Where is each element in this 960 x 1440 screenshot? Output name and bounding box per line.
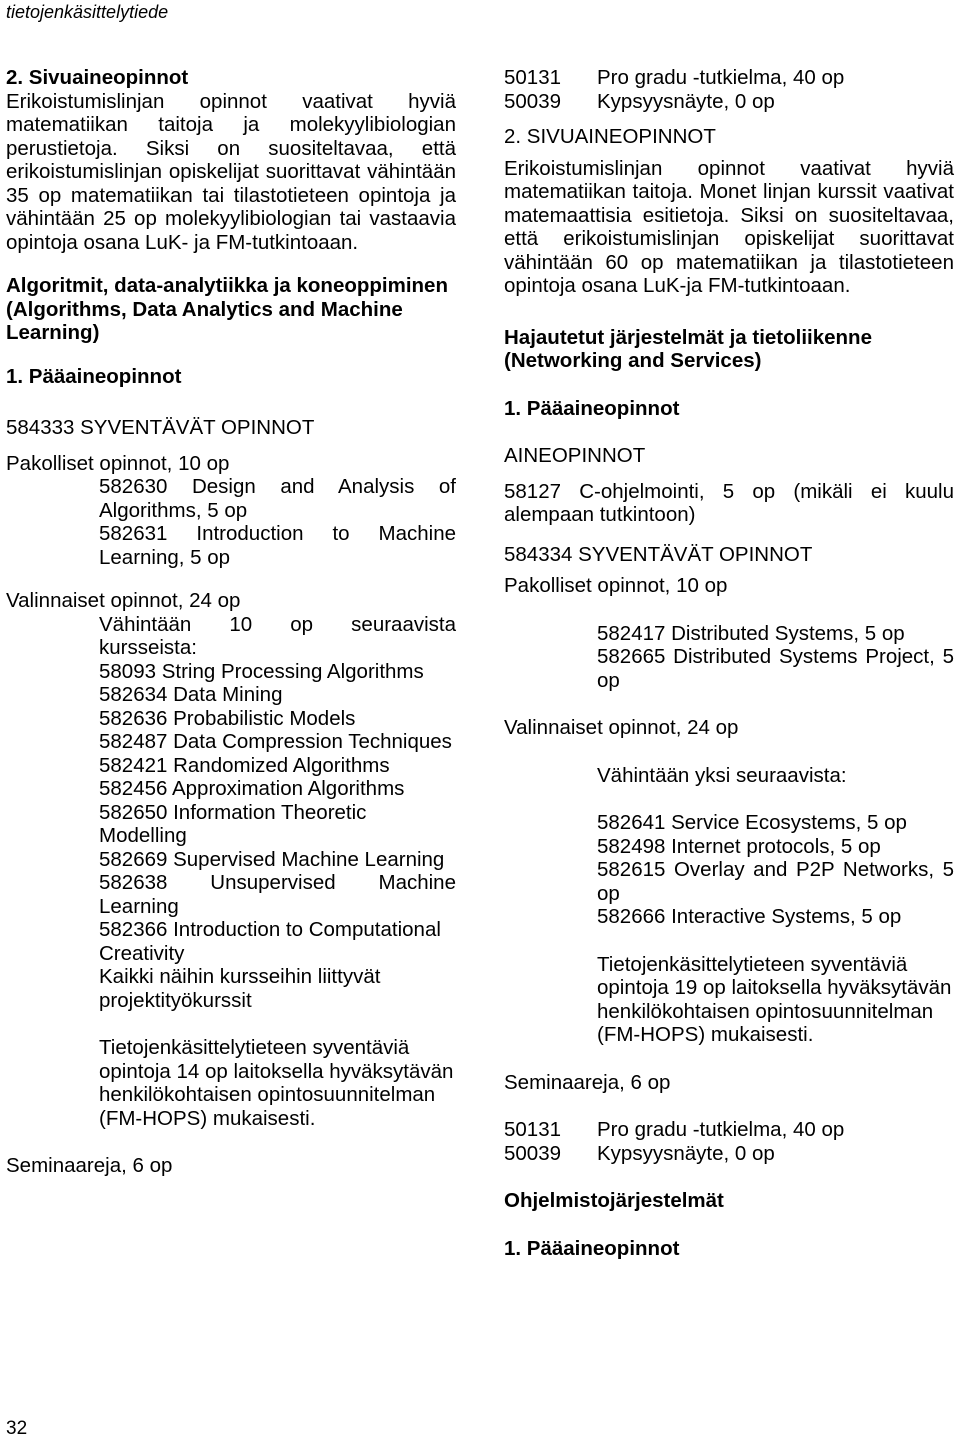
seminaari-label: Seminaareja, 6 op xyxy=(6,1154,173,1177)
heading-paaaineopinnot: 1. Pääaineopinnot xyxy=(6,364,182,388)
course-code: 50039 xyxy=(504,1141,562,1165)
course-row xyxy=(504,1118,954,1142)
course-row xyxy=(504,66,954,90)
seminaari-label: Seminaareja, 6 op xyxy=(504,1070,671,1094)
course-item: 582498 Internet protocols, 5 op xyxy=(597,834,881,858)
course-item: 582641 Service Ecosystems, 5 op xyxy=(597,811,907,834)
aineopinnot-heading: AINEOPINNOT xyxy=(504,444,646,467)
course-name: Kypsyysnäyte, 0 op xyxy=(597,1141,775,1165)
course-name: Pro gradu -tutkielma, 40 op xyxy=(597,1118,845,1141)
course-item: 582650 Information Theoretic Modelling xyxy=(99,800,367,847)
syventavat-heading: 584334 SYVENTÄVÄT OPINNOT xyxy=(504,542,813,566)
course-item: 582665 Distributed Systems Project, 5 op xyxy=(597,645,954,692)
left-column xyxy=(6,66,456,1178)
heading-paaaineopinnot: 1. Pääaineopinnot xyxy=(504,1236,680,1260)
valinnaiset-label: Valinnaiset opinnot, 24 op xyxy=(504,716,739,739)
course-item: 582666 Interactive Systems, 5 op xyxy=(597,905,902,928)
valinnaiset-label: Valinnaiset opinnot, 24 op xyxy=(6,589,241,612)
course-row xyxy=(504,1142,954,1166)
course-code: 50131 xyxy=(504,66,562,89)
course-item: 582417 Distributed Systems, 5 op xyxy=(597,621,905,645)
heading-paaaineopinnot: 1. Pääaineopinnot xyxy=(504,396,680,420)
course-item: 582487 Data Compression Techniques xyxy=(99,730,452,753)
course-code: 50039 xyxy=(504,89,562,113)
vahintaan-label: Vähintään yksi seuraavista: xyxy=(597,763,847,787)
pakolliset-label: Pakolliset opinnot, 10 op xyxy=(504,574,728,597)
vahintaan-label: Vähintään 10 op seuraavista kursseista: xyxy=(99,612,456,659)
course-item: 582456 Approximation Algorithms xyxy=(99,777,405,800)
c-ohjelmointi-course: 58127 C-ohjelmointi, 5 op (mikäli ei kuulu alempaan tutkintoon) xyxy=(504,479,954,526)
course-item: 582634 Data Mining xyxy=(99,683,283,706)
running-header: tietojenkäsittelytiede xyxy=(6,2,169,22)
pakolliset-label: Pakolliset opinnot, 10 op xyxy=(6,451,230,475)
course-item: 582636 Probabilistic Models xyxy=(99,706,356,730)
sivuaine-paragraph: Erikoistumislinjan opinnot vaativat hyviä matematiikan taitoja. Monet linjan kurssit vaativat matemaattisia esitietoja. Siksi on suositeltavaa, että erikoistumislinjan opiskelijat suorittavat vähintään 60 op matematiikan ja tilastotieteen opintoja osana LuK-ja FM-tutkintoaan. xyxy=(504,156,954,297)
tkt-note: Tietojenkäsittelytieteen syventäviä opintoja 14 op laitoksella hyväksytävän henkilökohtaisen opintosuunnitelman (FM-HOPS) mukaisesti. xyxy=(99,1036,454,1130)
tkt-note: Tietojenkäsittelytieteen syventäviä opintoja 19 op laitoksella hyväksytävän henkilökohtaisen opintosuunnitelman (FM-HOPS) mukaisesti. xyxy=(597,952,952,1046)
course-item: 582366 Introduction to Computational Creativity xyxy=(99,918,441,965)
syventavat-heading: 584333 SYVENTÄVÄT OPINNOT xyxy=(6,416,315,439)
course-item: 582421 Randomized Algorithms xyxy=(99,753,390,777)
course-item: 582615 Overlay and P2P Networks, 5 op xyxy=(597,858,954,905)
sivuaineopinnot-heading: 2. SIVUAINEOPINNOT xyxy=(504,125,716,148)
course-item: 582631 Introduction to Machine Learning, 5 op xyxy=(99,522,456,569)
course-row xyxy=(504,90,954,114)
section-heading-sivuaineopinnot: 2. Sivuaineopinnot xyxy=(6,66,189,89)
sivuaine-paragraph: Erikoistumislinjan opinnot vaativat hyviä matematiikan taitoja ja molekyylibiologian perustietoja. Siksi on suositeltavaa, että erikoistumislinjan opiskelijat suorittavat vähintään 35 op matematiikan tai tilastotieteen opintoja ja vähintään 25 op molekyylibiologian tai vastaavia opintoja osana LuK- ja FM-tutkintoaan. xyxy=(6,89,456,254)
course-name: Pro gradu -tutkielma, 40 op xyxy=(597,66,845,89)
course-item: Kaikki näihin kursseihin liittyvät projektityökurssit xyxy=(99,965,381,1012)
course-name: Kypsyysnäyte, 0 op xyxy=(597,89,775,113)
heading-hajautetut: Hajautetut järjestelmät ja tietoliikenne (Networking and Services) xyxy=(504,325,872,372)
course-item: 582630 Design and Analysis of Algorithms, 5 op xyxy=(99,475,456,522)
course-item: 582638 Unsupervised Machine Learning xyxy=(99,871,456,918)
course-item: 58093 String Processing Algorithms xyxy=(99,659,424,683)
heading-ohjelmistojarjestelmat: Ohjelmistojärjestelmät xyxy=(504,1189,724,1212)
page-number: 32 xyxy=(6,1418,28,1439)
heading-algorithms-line: Algoritmit, data-analytiikka ja koneoppiminen (Algorithms, Data Analytics and Machine Learning) xyxy=(6,274,448,344)
course-item: 582669 Supervised Machine Learning xyxy=(99,847,445,871)
right-column xyxy=(504,66,954,1260)
course-code: 50131 xyxy=(504,1118,562,1141)
